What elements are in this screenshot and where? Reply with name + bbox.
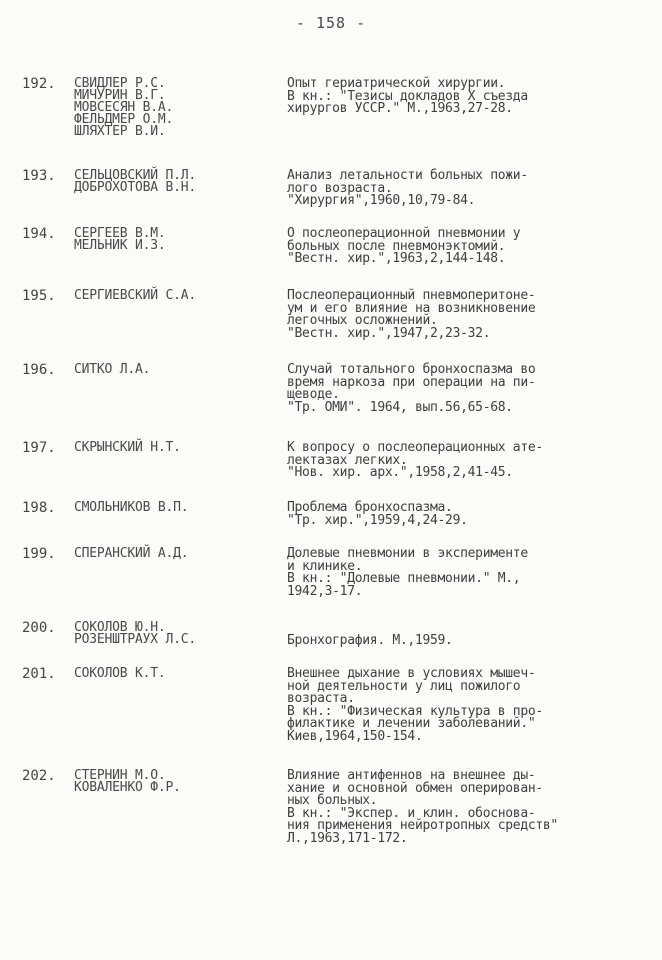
entry-authors — [74, 622, 274, 646]
description-line: Л.,1963,171-172. — [287, 830, 408, 846]
author-name: МИЧУРИН В.Г. — [74, 88, 166, 103]
description-line: К вопросу о послеоперационных ате- — [287, 440, 543, 455]
entry-authors — [74, 228, 274, 252]
description-line: филактике и лечении заболеваний." — [287, 716, 536, 731]
description-line: Бронхография. М.,1959. — [287, 632, 453, 648]
entry-authors — [74, 290, 274, 302]
entry-number: 192. — [22, 76, 56, 92]
description-line: Внешнее дыхание в условиях мышеч- — [287, 666, 536, 681]
author-name: МЕЛЬНИК И.З. — [74, 238, 166, 253]
entry-number: 196. — [22, 362, 56, 378]
entry-number: 202. — [22, 768, 56, 784]
description-line: хание и основной обмен оперирован- — [287, 780, 543, 796]
entry-description — [287, 622, 657, 647]
description-line: О послеоперационной пневмонии у — [287, 226, 521, 241]
author-name: СВИДЛЕР Р.С. — [74, 76, 166, 91]
description-line: Долевые пневмонии в эксперименте — [287, 546, 528, 561]
description-line: ной деятельности у лиц пожилого — [287, 678, 521, 694]
author-name: СИТКО Л.А. — [74, 362, 151, 377]
entry-authors — [74, 502, 274, 514]
entry-number: 201. — [22, 666, 56, 682]
author-name: СОКОЛОВ Ю.Н. — [74, 620, 166, 635]
description-line: "Тр. ОМИ". 1964, вып.56,65-68. — [287, 399, 513, 415]
description-line: 1942,3-17. — [287, 583, 363, 599]
description-line: ум и его влияние на возникновение — [287, 300, 536, 316]
entry-description — [287, 442, 657, 480]
description-line: Влияние антифеннов на внешнее ды- — [287, 768, 536, 783]
entry-number: 194. — [22, 226, 56, 242]
entry-description — [287, 228, 657, 266]
entry-authors — [74, 668, 274, 680]
description-line: "Тр. хир.",1959,4,24-29. — [287, 512, 468, 528]
entry-number: 193. — [22, 168, 56, 184]
author-name: ШЛЯХТЕР В.И. — [74, 124, 166, 139]
entry-description — [287, 770, 657, 845]
description-line: В кн.: "Долевые пневмонии." М., — [287, 571, 521, 586]
description-line: Анализ летальности больных пожи- — [287, 168, 528, 183]
entry-description — [287, 290, 657, 340]
description-line: "Нов. хир. арх.",1958,2,41-45. — [287, 465, 513, 480]
author-name: СТЕРНИН М.О. — [74, 768, 166, 783]
author-name: СЕРГИЕВСКИЙ С.А. — [74, 288, 197, 303]
description-line: возраста. — [287, 691, 355, 706]
entry-description — [287, 78, 657, 116]
description-line: Опыт гериатрической хирургии. — [287, 76, 506, 91]
entry-authors — [74, 442, 274, 454]
entry-description — [287, 548, 657, 598]
description-line: Проблема бронхоспазма. — [287, 500, 453, 515]
description-line: легочных осложнений. — [287, 313, 438, 328]
entry-number: 195. — [22, 288, 56, 304]
description-line: щеводе. — [287, 387, 340, 402]
description-line: В кн.: "Физическая культура в про- — [287, 703, 543, 719]
description-line: Киев,1964,150-154. — [287, 728, 423, 744]
author-name: ДОБРОХОТОВА В.Н. — [74, 180, 197, 195]
description-line: Послеоперационный пневмоперитоне- — [287, 288, 536, 303]
author-name: СЕЛЬЦОВСКИЙ П.Л. — [74, 168, 197, 183]
author-name: РОЗЕНШТРАУХ Л.С. — [74, 632, 197, 647]
entry-number: 197. — [22, 440, 56, 456]
entry-authors — [74, 78, 274, 138]
author-name: МОВСЕСЯН В.А. — [74, 100, 174, 115]
author-name: СЕРГЕЕВ В.М. — [74, 226, 166, 241]
entry-description — [287, 668, 657, 743]
description-line: лого возраста. — [287, 180, 393, 196]
entry-number: 200. — [22, 620, 56, 636]
description-line: больных после пневмонэктомий. — [287, 238, 506, 254]
description-line: В кн.: "Экспер. и клин. обоснова- — [287, 805, 536, 821]
entry-description — [287, 170, 657, 208]
description-line: и клинике. — [287, 558, 363, 574]
description-line: Случай тотального бронхоспазма во — [287, 362, 536, 377]
description-line: ных больных. — [287, 793, 378, 808]
description-line: "Хирургия",1960,10,79-84. — [287, 193, 476, 208]
author-name: СКРЫНСКИЙ Н.Т. — [74, 440, 181, 455]
author-name: ФЕЛЬДМЕР О.М. — [74, 112, 174, 127]
author-name: СМОЛЬНИКОВ В.П. — [74, 500, 189, 515]
entry-authors — [74, 364, 274, 376]
description-line: В кн.: "Тезисы докладов X съезда — [287, 88, 528, 104]
description-line: ния применения нейротропных средств" — [287, 818, 558, 833]
author-name: СОКОЛОВ К.Т. — [74, 666, 166, 681]
entry-authors — [74, 770, 274, 794]
author-name: КОВАЛЕНКО Ф.Р. — [74, 780, 181, 795]
page-number: - 158 - — [295, 14, 367, 32]
description-line: "Вестн. хир.",1947,2,23-32. — [287, 325, 491, 341]
description-line: "Вестн. хир.",1963,2,144-148. — [287, 251, 506, 266]
description-line: хирургов УССР." М.,1963,27-28. — [287, 101, 513, 116]
description-line: время наркоза при операции на пи- — [287, 374, 536, 390]
author-name: СПЕРАНСКИЙ А.Д. — [74, 546, 189, 561]
entry-authors — [74, 548, 274, 560]
entry-authors — [74, 170, 274, 194]
entry-description — [287, 364, 657, 414]
description-line: лектазах легких. — [287, 452, 408, 468]
entry-number: 198. — [22, 500, 56, 516]
entry-number: 199. — [22, 546, 56, 562]
entry-description — [287, 502, 657, 527]
